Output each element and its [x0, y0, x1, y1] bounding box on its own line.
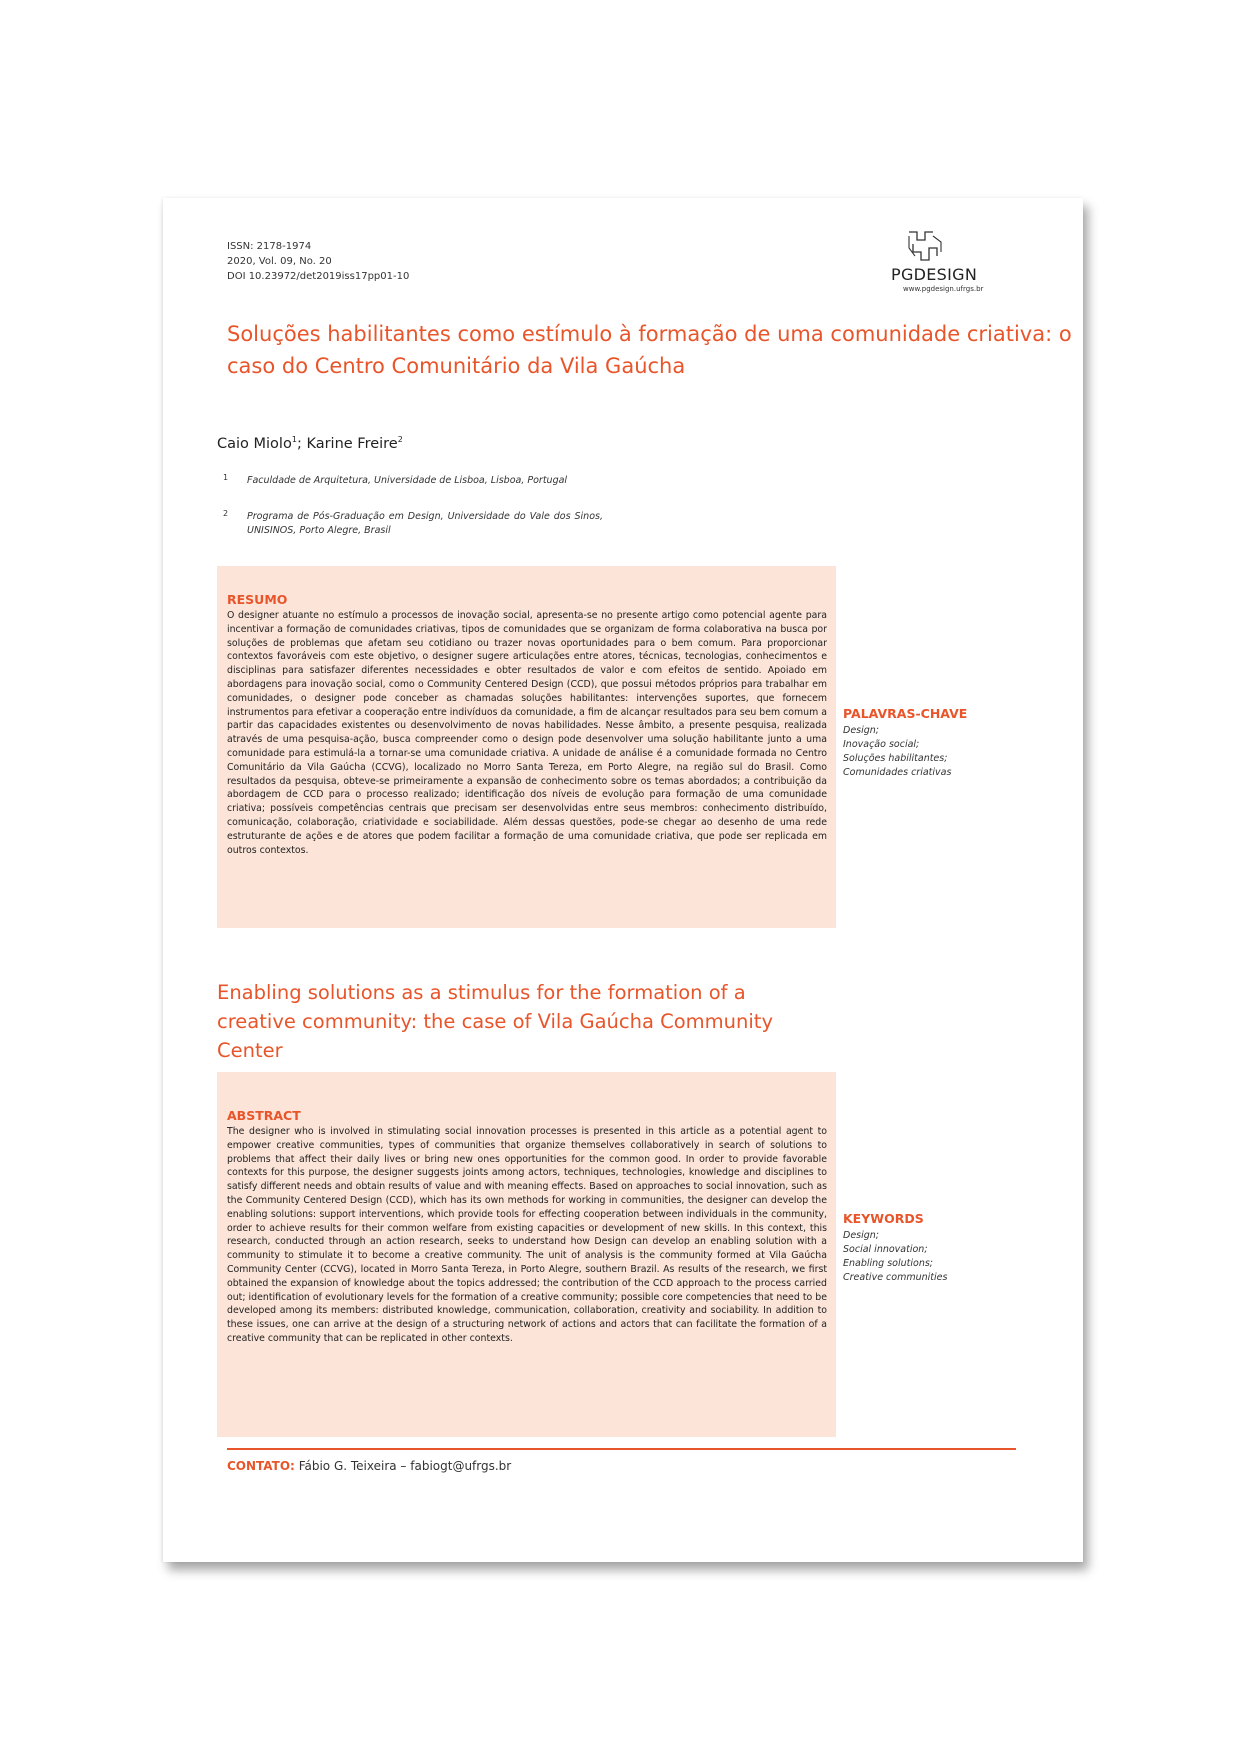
journal-meta [227, 239, 409, 284]
abstract-heading: ABSTRACT [227, 1108, 301, 1123]
affiliation-text: Faculdade de Arquitetura, Universidade de Lisboa, Lisboa, Portugal [247, 475, 568, 486]
affiliation-text: Programa de Pós-Graduação em Design, Universidade do Vale dos Sinos, UNISINOS, Porto Alegre, Brasil [247, 511, 603, 536]
keyword-item: Design; [843, 1230, 880, 1241]
abstract-box [217, 1072, 836, 1437]
keyword-item: Social innovation; [843, 1244, 928, 1255]
author-1-affiliation: 1 [291, 435, 297, 444]
issn: ISSN: 2178-1974 [227, 241, 312, 252]
resumo-text: O designer atuante no estímulo a processos de inovação social, apresenta-se no presente artigo como potencial agente para incentivar a formação de comunidades criativas, tipos de comunidades que se organizam de forma colaborativa na busca por soluções de problemas que afetam seu cotidiano ou trazer novas oportunidades para o bem comum. Para proporcionar contextos favoráveis com este objetivo, o designer sugere articulações entre atores, técnicas, tecnologias, conhecimentos e disciplinas para satisfazer diferentes necessidades e obter resultados de valor e com efeitos de sentido. Apoiado em abordagens para inovação social, como o Community Centered Design (CCD), que possui métodos próprios para trabalhar em comunidades, o designer pode conceber as chamadas soluções habilitantes: intervenções suportes, que fornecem instrumentos para efetivar a cooperação entre indivíduos da comunidade, a fim de alcançar resultados para seu bem comum a partir das capacidades existentes ou desenvolvimento de novas habilidades. Nesse âmbito, a presente pesquisa, realizada através de uma pesquisa-ação, busca compreender como o design pode desenvolver uma solução habilitante junto a uma comunidade para estimulá-la a tornar-se uma comunidade criativa. A unidade de análise é a comunidade formada no Centro Comunitário da Vila Gaúcha (CCVG), localizado no Morro Santa Tereza, em Porto Alegre, na região sul do Brasil. Como resultados da pesquisa, obteve-se primeiramente a expansão de conhecimento sobre os temas abordados; a contribuição da abordagem de CCD para o processo realizado; identificação dos níveis de evolução para formação de uma comunidade criativa; possíveis competências centrais que precisam ser desenvolvidas entre seus membros: conhecimento distribuído, comunicação, colaboração, criatividade e sociabilidade. Além dessas questões, pode-se chegar ao desenho de uma rede estruturante de ações e de atores que podem facilitar a formação de uma comunidade criativa, que pode ser replicada em outros contextos. [227, 610, 827, 856]
resumo-heading: RESUMO [227, 592, 288, 607]
keyword-item: Creative communities [843, 1272, 948, 1283]
palavra-chave-item: Soluções habilitantes; [843, 753, 948, 764]
logo-url: www.pgdesign.ufrgs.br [903, 285, 984, 293]
author-separator: ; [296, 435, 307, 452]
abstract-text: The designer who is involved in stimulating social innovation processes is presented in this article as a potential agent to empower creative communities, types of communities that organize themselves collaboratively in search of solutions to problems that affect their daily lives or bring new ones opportunities for the common good. In order to provide favorable contexts for this purpose, the designer suggests joints among actors, techniques, technologies, knowledge and disciplines to satisfy different needs and obtain results of value and with meaning effects. Based on approaches to social innovation, such as the Community Centered Design (CCD), which has its own methods for working in communities, the designer can develop the enabling solutions: support interventions, which provide tools for effecting cooperation between individuals in the community, order to achieve results for their common welfare from existing capacities or development of new skills. In this context, this research, conducted through an action research, seeks to understand how Design can develop an enabling solution with a community to stimulate it to become a creative community. The unit of analysis is the community formed at Vila Gaúcha Community Center (CCVG), located in Morro Santa Tereza, in Porto Alegre, southern Brazil. As results of the research, we first obtained the expansion of knowledge about the topics addressed; the contribution of the CCD approach to the process carried out; identification of evolutionary levels for the formation of a creative community; possible core competencies that need to be developed among its members: distributed knowledge, communication, collaboration, creativity and sociability. In addition to these issues, one can arrive at the design of a structuring network of actions and actors that can facilitate the formation of a creative community that can be replicated in other contexts. [227, 1126, 827, 1344]
pgdesign-logo [891, 228, 1001, 298]
affiliation-number: 2 [223, 509, 229, 518]
logo-name: PGDESIGN [891, 265, 978, 284]
contact-line [227, 1455, 827, 1473]
author-2: Karine Freire [306, 435, 398, 452]
pgdesign-logo-icon [905, 228, 945, 264]
palavra-chave-item: Design; [843, 725, 880, 736]
footer-rule [227, 1448, 1016, 1450]
author-2-affiliation: 2 [397, 435, 403, 444]
affiliation-1 [223, 474, 603, 488]
affiliation-number: 1 [223, 473, 229, 482]
keywords [843, 1211, 1043, 1285]
contact-text: Fábio G. Teixeira – fabiogt@ufrgs.br [298, 1459, 512, 1473]
resumo-box [217, 566, 836, 928]
keywords-heading: KEYWORDS [843, 1211, 924, 1226]
authors [217, 435, 403, 452]
paper-page [163, 198, 1083, 1562]
palavra-chave-item: Inovação social; [843, 739, 920, 750]
title-portuguese: Soluções habilitantes como estímulo à formação de uma comunidade criativa: o caso do Centro Comunitário da Vila Gaúcha [227, 322, 1072, 378]
palavras-chave-heading: PALAVRAS-CHAVE [843, 706, 968, 721]
keyword-item: Enabling solutions; [843, 1258, 933, 1269]
palavra-chave-item: Comunidades criativas [843, 767, 952, 778]
author-1: Caio Miolo [217, 435, 292, 452]
contact-label: CONTATO: [227, 1459, 295, 1473]
volume: 2020, Vol. 09, No. 20 [227, 256, 332, 267]
doi: DOI 10.23972/det2019iss17pp01-10 [227, 271, 410, 282]
palavras-chave [843, 706, 1043, 780]
title-english: Enabling solutions as a stimulus for the formation of a creative community: the case of Vila Gaúcha Community Center [217, 981, 773, 1062]
affiliation-2 [223, 510, 603, 538]
